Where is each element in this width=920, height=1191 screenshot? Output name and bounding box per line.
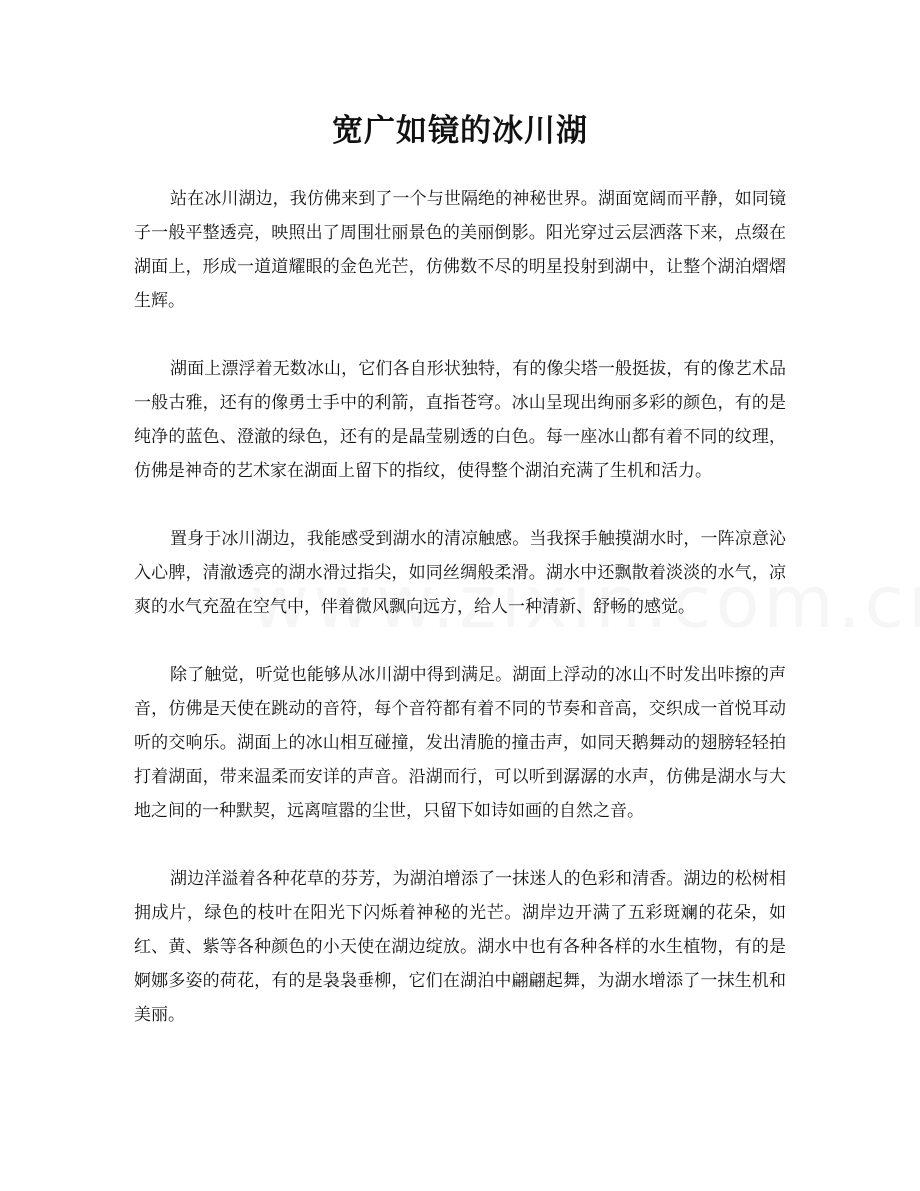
paragraph-4: 除了触觉，听觉也能够从冰川湖中得到满足。湖面上浮动的冰山不时发出咔擦的声音，仿佛是天使在跳动的音符，每个音符都有着不同的节奏和音高，交织成一首悦耳动听的交响乐。湖面上的冰山相互碰撞，发出清脆的撞击声，如同天鹅舞动的翅膀轻轻拍打着湖面，带来温柔而安详的声音。沿湖而行，可以听到潺潺的水声，仿佛是湖水与大地之间的一种默契，远离喧嚣的尘世，只留下如诗如画的自然之音。 (134, 665, 786, 821)
document-body (134, 182, 786, 1066)
paragraph-1: 站在冰川湖边，我仿佛来到了一个与世隔绝的神秘世界。湖面宽阔而平静，如同镜子一般平整透亮，映照出了周围壮丽景色的美丽倒影。阳光穿过云层洒落下来，点缀在湖面上，形成一道道耀眼的金色光芒，仿佛数不尽的明星投射到湖中，让整个湖泊熠熠生辉。 (134, 189, 786, 311)
document-title: 宽广如镜的冰川湖 (332, 113, 588, 149)
paragraph-5: 湖边洋溢着各种花草的芬芳，为湖泊增添了一抹迷人的色彩和清香。湖边的松树相拥成片，绿色的枝叶在阳光下闪烁着神秘的光芒。湖岸边开满了五彩斑斓的花朵，如红、黄、紫等各种颜色的小天使在湖边绽放。湖水中也有各种各样的水生植物，有的是婀娜多姿的荷花，有的是袅袅垂柳，它们在湖泊中翩翩起舞，为湖水增添了一抹生机和美丽。 (134, 869, 786, 1025)
paragraph-2: 湖面上漂浮着无数冰山，它们各自形状独特，有的像尖塔一般挺拔，有的像艺术品一般古雅，还有的像勇士手中的利箭，直指苍穹。冰山呈现出绚丽多彩的颜色，有的是纯净的蓝色、澄澈的绿色，还有的是晶莹剔透的白色。每一座冰山都有着不同的纹理，仿佛是神奇的艺术家在湖面上留下的指纹，使得整个湖泊充满了生机和活力。 (134, 359, 786, 481)
paragraph-3: 置身于冰川湖边，我能感受到湖水的清凉触感。当我探手触摸湖水时，一阵凉意沁入心脾，清澈透亮的湖水滑过指尖，如同丝绸般柔滑。湖水中还飘散着淡淡的水气，凉爽的水气充盈在空气中，伴着微风飘向远方，给人一种清新、舒畅的感觉。 (134, 529, 786, 617)
